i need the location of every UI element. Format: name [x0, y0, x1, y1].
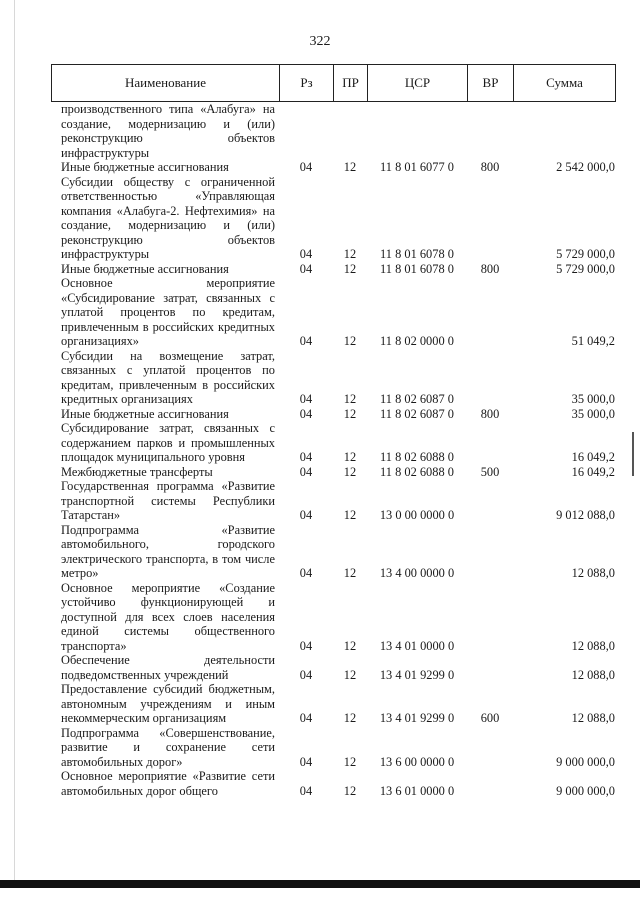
cell-vr: 600	[480, 711, 500, 725]
cell-sum: 5 729 000,0	[556, 261, 615, 276]
cell-csr: 11 8 02 0000 0	[380, 334, 454, 348]
cell-name: Подпрограмма «Развитие автомобильного, городского электрического транспорта, в том числе метро»	[61, 522, 275, 580]
cell-name: Иные бюджетные ассигнования	[61, 261, 229, 276]
cell-csr: 13 4 01 0000 0	[379, 638, 455, 653]
cell-name: Межбюджетные трансферты	[61, 464, 213, 479]
table-row	[51, 769, 615, 798]
table-row	[51, 465, 615, 480]
cell-csr: 13 6 00 0000 0	[379, 754, 455, 769]
cell-rz: 04	[299, 711, 313, 725]
cell-csr: 13 4 01 9299 0	[379, 711, 455, 725]
cell-pr: 12	[343, 406, 357, 421]
cell-name: Субсидии обществу с ограниченной ответственностью «Управляющая компания «Алабуга-2. Нефтехимия» на создание, модернизацию и (или) реконструкцию объектов инфраструктуры	[61, 174, 275, 261]
header-vr: ВР	[468, 65, 514, 102]
cell-csr: 11 8 01 6078 0	[380, 261, 454, 276]
table-row	[51, 726, 615, 770]
cell-csr: 13 4 00 0000 0	[379, 566, 455, 580]
cell-rz: 04	[299, 508, 313, 522]
table-row	[51, 523, 615, 581]
cell-rz: 04	[299, 450, 313, 464]
cell-name: Основное мероприятие «Развитие сети автомобильных дорог общего	[61, 769, 275, 798]
cell-name: Предоставление субсидий бюджетным, автономным учреждениям и иным некоммерческим организациям	[61, 682, 275, 725]
cell-csr: 11 8 02 6087 0	[380, 406, 454, 421]
cell-csr: 11 8 01 6078 0	[380, 247, 454, 261]
header-csr: ЦСР	[368, 65, 468, 102]
cell-rz: 04	[299, 464, 313, 479]
cell-sum: 5 729 000,0	[556, 247, 615, 261]
cell-sum: 12 088,0	[571, 638, 615, 653]
cell-sum: 51 049,2	[571, 334, 615, 348]
cell-name: Основное мероприятие «Создание устойчиво функционирующей и доступной для всех слоев населения единой системы общественного транспорта»	[61, 580, 275, 653]
header-pr: ПР	[334, 65, 368, 102]
budget-table-header	[51, 64, 616, 102]
cell-pr: 12	[343, 566, 357, 580]
scan-bottom-band	[0, 880, 640, 888]
cell-pr: 12	[343, 508, 357, 522]
table-row	[51, 421, 615, 465]
cell-sum: 2 542 000,0	[556, 160, 615, 174]
cell-sum: 35 000,0	[571, 406, 615, 421]
cell-pr: 12	[343, 261, 357, 276]
cell-pr: 12	[343, 667, 357, 682]
cell-sum: 9 000 000,0	[556, 754, 615, 769]
scan-edge-line	[14, 0, 15, 880]
table-row	[51, 349, 615, 407]
header-rz: Рз	[280, 65, 334, 102]
cell-vr: 800	[480, 160, 500, 174]
cell-csr: 13 0 00 0000 0	[379, 508, 455, 522]
cell-vr: 500	[480, 464, 500, 479]
cell-rz: 04	[299, 334, 313, 348]
cell-name: Субсидии на возмещение затрат, связанных с уплатой процентов по кредитам, привлеченным в российских кредитных организациях	[61, 348, 275, 406]
cell-rz: 04	[299, 261, 313, 276]
cell-pr: 12	[343, 334, 357, 348]
cell-sum: 12 088,0	[571, 667, 615, 682]
cell-sum: 16 049,2	[571, 450, 615, 464]
table-row	[51, 276, 615, 349]
cell-csr: 11 8 01 6077 0	[380, 160, 454, 174]
cell-sum: 12 088,0	[571, 566, 615, 580]
cell-pr: 12	[343, 711, 357, 725]
cell-name: Иные бюджетные ассигнования	[61, 406, 229, 421]
cell-name: Государственная программа «Развитие транспортной системы Республики Татарстан»	[61, 479, 275, 522]
cell-sum: 9 012 088,0	[556, 508, 615, 522]
scan-mark	[632, 432, 634, 476]
table-row	[51, 653, 615, 682]
budget-table-body	[51, 102, 615, 798]
table-row	[51, 102, 615, 160]
header-sum: Сумма	[514, 65, 616, 102]
cell-pr: 12	[343, 783, 357, 798]
cell-name: Субсидирование затрат, связанных с содержанием парков и промышленных площадок муниципального уровня	[61, 421, 275, 464]
cell-rz: 04	[299, 406, 313, 421]
cell-csr: 13 6 01 0000 0	[379, 783, 455, 798]
cell-sum: 12 088,0	[571, 711, 615, 725]
cell-rz: 04	[299, 754, 313, 769]
cell-name: производственного типа «Алабуга» на создание, модернизацию и (или) реконструкцию объектов инфраструктуры	[61, 102, 275, 160]
cell-name: Основное мероприятие «Субсидирование затрат, связанных с уплатой процентов по кредитам, привлеченным в российских кредитных организациях»	[61, 276, 275, 348]
table-row	[51, 581, 615, 654]
cell-vr: 800	[480, 406, 500, 421]
cell-sum: 16 049,2	[571, 464, 615, 479]
cell-name: Подпрограмма «Совершенствование, развитие и сохранение сети автомобильных дорог»	[61, 725, 275, 769]
cell-name: Иные бюджетные ассигнования	[61, 160, 229, 174]
cell-rz: 04	[299, 638, 313, 653]
cell-rz: 04	[299, 247, 313, 261]
table-row	[51, 160, 615, 175]
cell-csr: 13 4 01 9299 0	[379, 667, 455, 682]
cell-csr: 11 8 02 6088 0	[380, 464, 454, 479]
cell-rz: 04	[299, 566, 313, 580]
cell-pr: 12	[343, 754, 357, 769]
cell-rz: 04	[299, 160, 313, 174]
table-row	[51, 262, 615, 277]
cell-csr: 11 8 02 6088 0	[380, 450, 454, 464]
page-number: 322	[309, 34, 331, 49]
cell-name: Обеспечение деятельности подведомственных учреждений	[61, 653, 275, 682]
cell-rz: 04	[299, 392, 313, 406]
cell-vr: 800	[480, 261, 500, 276]
table-row	[51, 682, 615, 726]
cell-pr: 12	[343, 392, 357, 406]
cell-pr: 12	[343, 160, 357, 174]
table-row	[51, 407, 615, 422]
cell-sum: 9 000 000,0	[556, 783, 615, 798]
table-row	[51, 175, 615, 262]
cell-sum: 35 000,0	[571, 392, 615, 406]
cell-pr: 12	[343, 638, 357, 653]
cell-pr: 12	[343, 247, 357, 261]
header-name: Наименование	[52, 65, 280, 102]
cell-csr: 11 8 02 6087 0	[380, 392, 454, 406]
cell-pr: 12	[343, 450, 357, 464]
cell-rz: 04	[299, 667, 313, 682]
cell-rz: 04	[299, 783, 313, 798]
table-row	[51, 479, 615, 523]
cell-pr: 12	[343, 464, 357, 479]
